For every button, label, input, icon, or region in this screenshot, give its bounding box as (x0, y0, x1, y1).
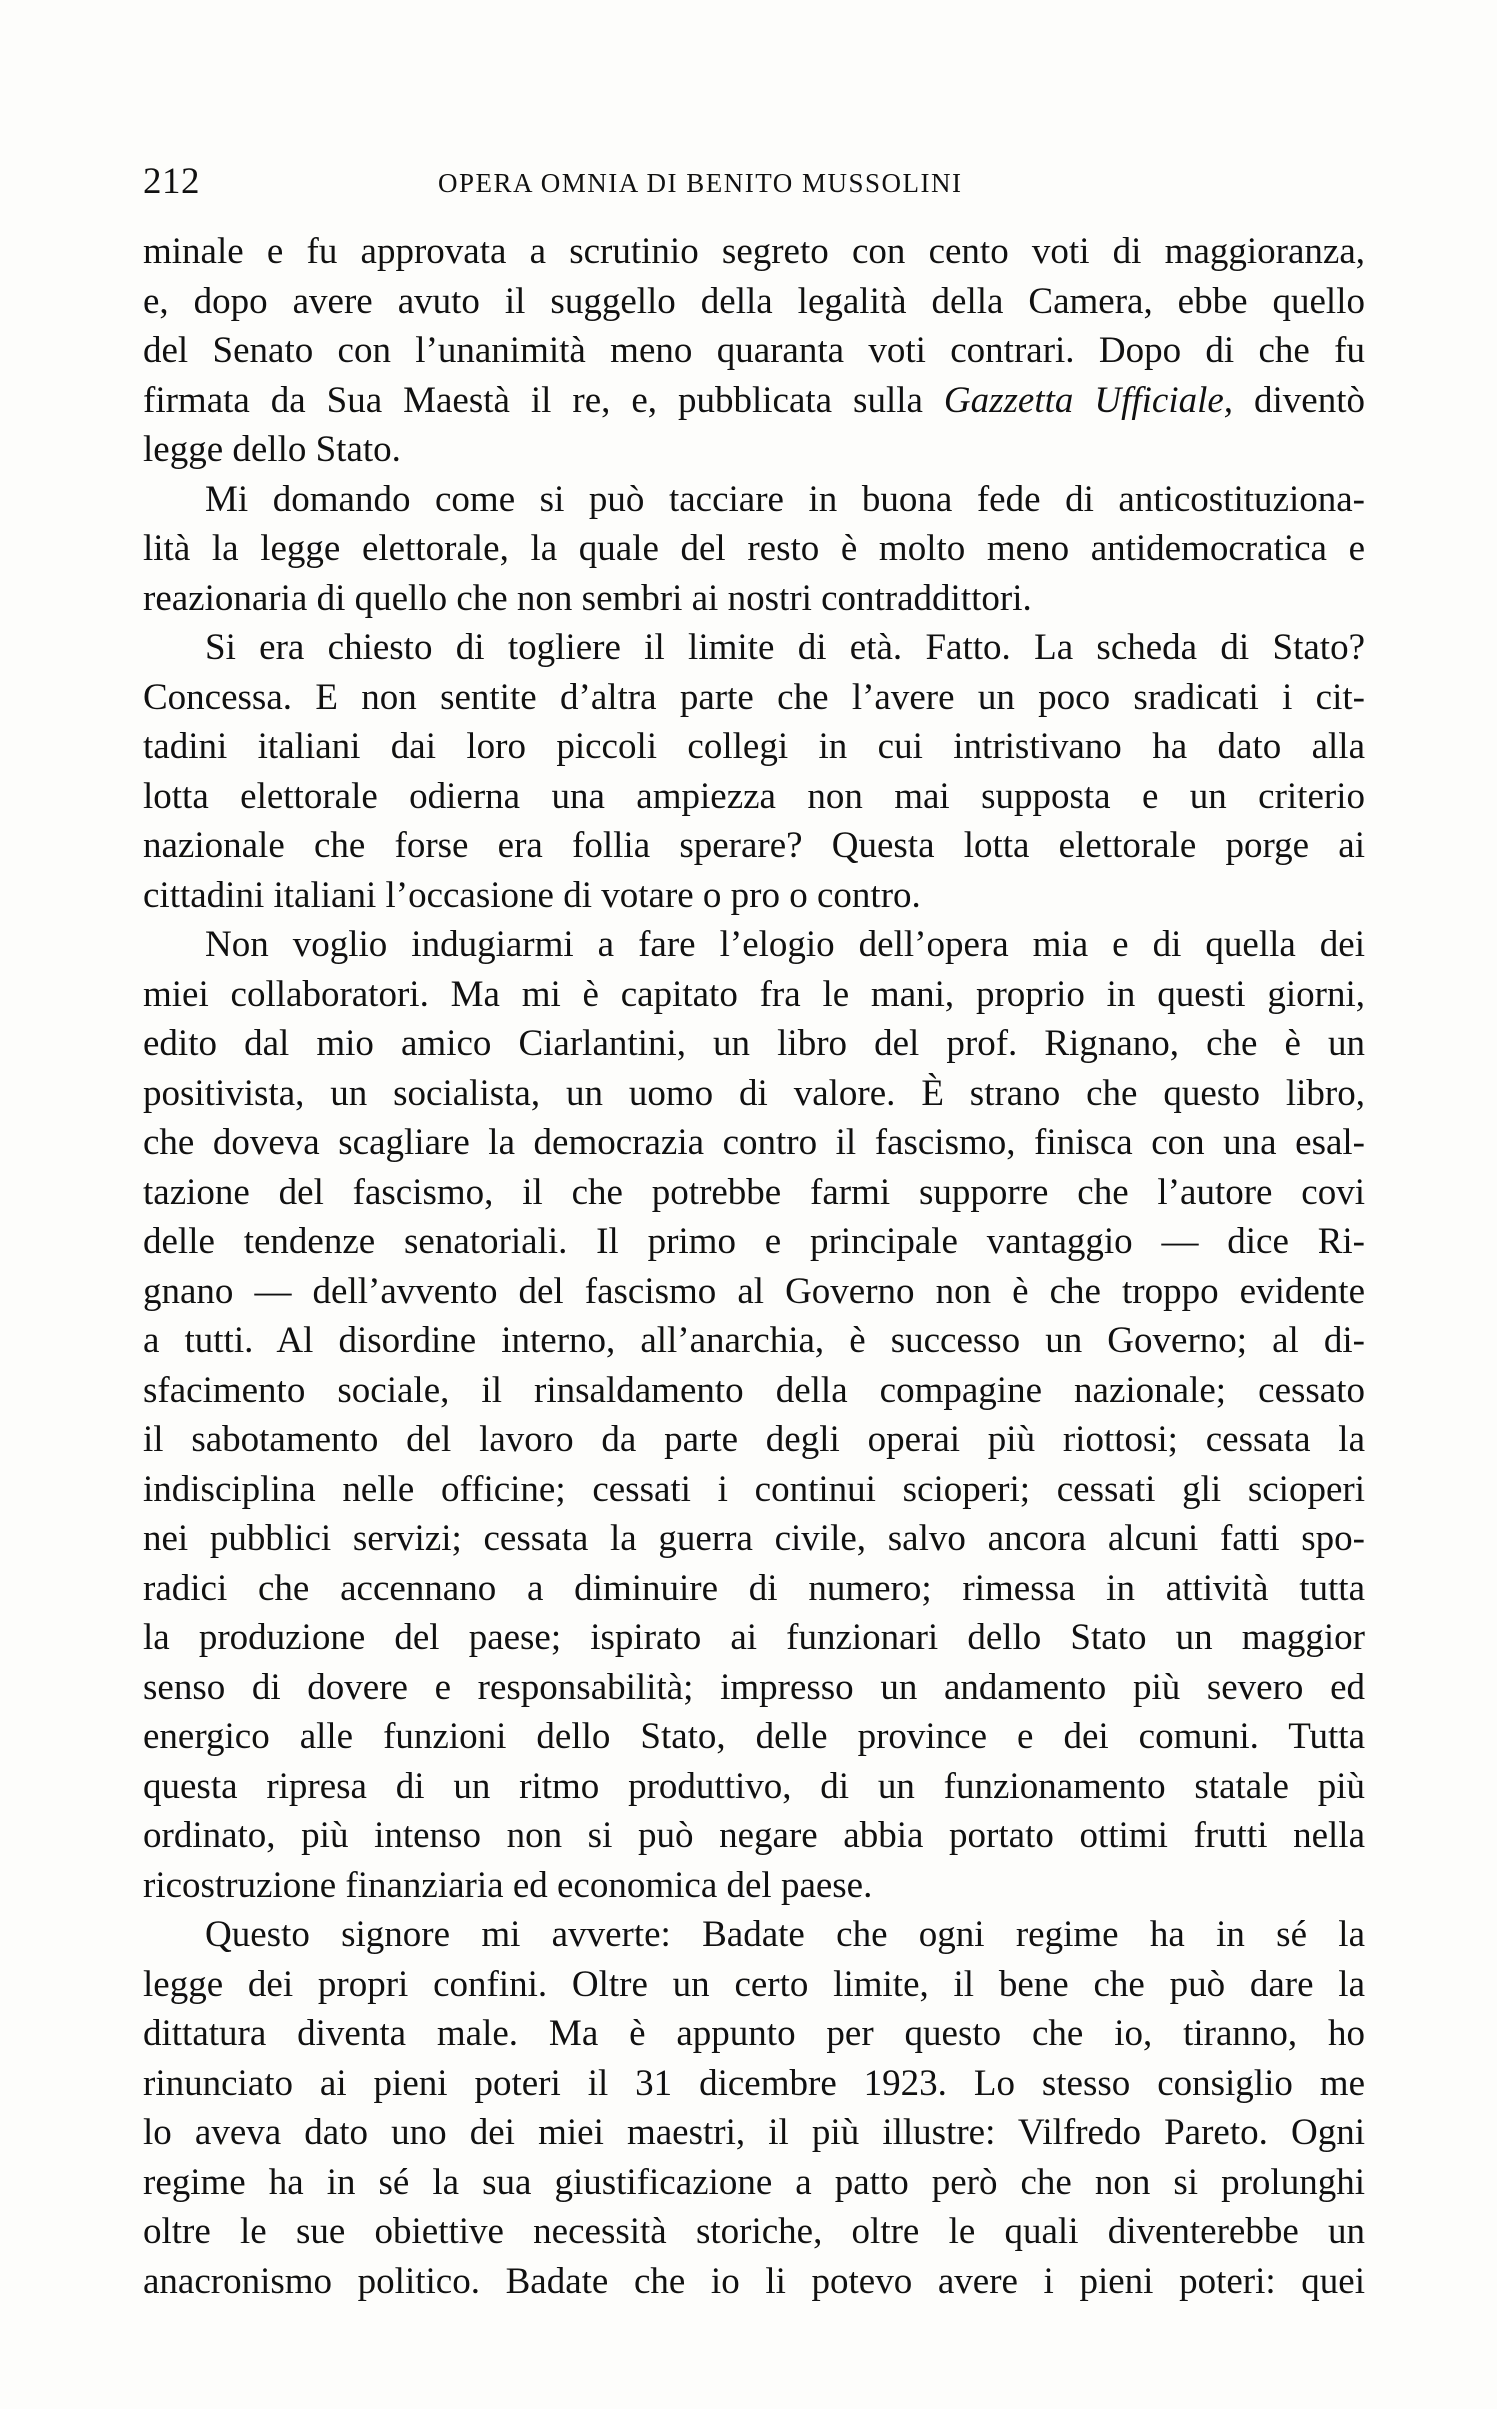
text-line (143, 524, 1365, 574)
page-header (143, 160, 1363, 210)
text-line (143, 2108, 1365, 2158)
text-line (143, 1118, 1365, 1168)
line-text: indisciplina nelle officine; cessati i continui scioperi; cessati gli scioperi (143, 1468, 1365, 1510)
line-text: energico alle funzioni dello Stato, delle province e dei comuni. Tutta (143, 1716, 1365, 1757)
line-text: Questo signore mi avverte: Badate che ogni regime ha in sé la (205, 1914, 1365, 1955)
line-text: ricostruzione finanziaria ed economica del paese. (143, 1864, 873, 1906)
text-line (143, 673, 1365, 723)
text-line (143, 1613, 1365, 1663)
line-text: a tutti. Al disordine interno, all’anarchia, è successo un Governo; al di- (143, 1320, 1365, 1361)
text-line (143, 425, 1365, 475)
line-text: la produzione del paese; ispirato ai funzionari dello Stato un maggior (143, 1617, 1365, 1658)
line-text: lotta elettorale odierna una ampiezza non mai supposta e un criterio (143, 775, 1365, 817)
text-line (143, 772, 1365, 822)
text-line (143, 1960, 1365, 2010)
line-text: il sabotamento del lavoro da parte degli operai più riottosi; cessata la (143, 1419, 1365, 1460)
line-text: legge dello Stato. (143, 429, 401, 470)
line-text: Concessa. E non sentite d’altra parte che l’avere un poco sradicati i cit- (143, 676, 1365, 718)
line-text: minale e fu approvata a scrutinio segreto con cento voti di maggioranza, (143, 231, 1365, 272)
line-text: sfacimento sociale, il rinsaldamento della compagine nazionale; cessato (143, 1369, 1365, 1411)
line-text: edito dal mio amico Ciarlantini, un libro del prof. Rignano, che è un (143, 1023, 1365, 1064)
text-line (143, 1217, 1365, 1267)
body-text (143, 227, 1365, 2306)
line-text: cittadini italiani l’occasione di votare o pro o contro. (143, 874, 921, 916)
text-line (143, 1168, 1365, 1218)
text-line (143, 2009, 1365, 2059)
text-line (143, 871, 1365, 921)
text-line (143, 1712, 1365, 1762)
line-text: positivista, un socialista, un uomo di valore. È strano che questo libro, (143, 1072, 1365, 1114)
text-line (143, 1465, 1365, 1515)
text-line (143, 227, 1365, 277)
text-line (143, 574, 1365, 624)
line-text: questa ripresa di un ritmo produttivo, di un funzionamento statale più (143, 1765, 1365, 1807)
line-text: ordinato, più intenso non si può negare abbia portato ottimi frutti nella (143, 1815, 1365, 1856)
line-text: tazione del fascismo, il che potrebbe farmi supporre che l’autore covi (143, 1171, 1365, 1213)
italic-title: Gazzetta Ufficiale, (943, 379, 1234, 421)
text-line (143, 2257, 1365, 2307)
text-line (143, 1366, 1365, 1416)
text-line (143, 1267, 1365, 1317)
line-text: delle tendenze senatoriali. Il primo e principale vantaggio — dice Ri- (143, 1221, 1365, 1262)
text-line (143, 1514, 1365, 1564)
text-line (143, 722, 1365, 772)
text-line (143, 277, 1365, 327)
line-text: rinunciato ai pieni poteri il 31 dicembre 1923. Lo stesso consiglio me (143, 2062, 1365, 2104)
line-text: dittatura diventa male. Ma è appunto per questo che io, tiranno, ho (143, 2013, 1365, 2054)
line-text: firmata da Sua Maestà il re, e, pubblicata sulla (143, 379, 944, 421)
line-text: regime ha in sé la sua giustificazione a patto però che non si prolunghi (143, 2161, 1365, 2203)
line-text: senso di dovere e responsabilità; impresso un andamento più severo ed (143, 1666, 1365, 1708)
text-line (143, 1861, 1365, 1911)
text-line (143, 1663, 1365, 1713)
line-text: e, dopo avere avuto il suggello della legalità della Camera, ebbe quello (143, 280, 1365, 322)
line-text-after: diventò (1233, 379, 1365, 421)
line-text: miei collaboratori. Ma mi è capitato fra le mani, proprio in questi giorni, (143, 973, 1365, 1015)
text-line (143, 1762, 1365, 1812)
line-text: oltre le sue obiettive necessità storiche, oltre le quali diventerebbe un (143, 2211, 1365, 2252)
text-line (143, 920, 1365, 970)
line-text: nazionale che forse era follia sperare? Questa lotta elettorale porge ai (143, 825, 1365, 866)
line-text: radici che accennano a diminuire di numero; rimessa in attività tutta (143, 1567, 1365, 1609)
page-number: 212 (143, 161, 200, 202)
text-line (143, 1019, 1365, 1069)
text-line (143, 1316, 1365, 1366)
line-text: nei pubblici servizi; cessata la guerra civile, salvo ancora alcuni fatti spo- (143, 1518, 1365, 1559)
text-line (143, 1811, 1365, 1861)
text-line (143, 1069, 1365, 1119)
line-text: lità la legge elettorale, la quale del resto è molto meno antidemocratica e (143, 528, 1365, 569)
text-line (143, 2158, 1365, 2208)
line-text: lo aveva dato uno dei miei maestri, il più illustre: Vilfredo Pareto. Ogni (143, 2112, 1365, 2153)
text-line (143, 1910, 1365, 1960)
line-text: legge dei propri confini. Oltre un certo limite, il bene che può dare la (143, 1963, 1365, 2005)
line-text: del Senato con l’unanimità meno quaranta voti contrari. Dopo di che fu (143, 330, 1365, 371)
text-line (143, 2059, 1365, 2109)
line-text: tadini italiani dai loro piccoli collegi in cui intristivano ha dato alla (143, 726, 1365, 767)
line-text: gnano — dell’avvento del fascismo al Governo non è che troppo evidente (143, 1270, 1365, 1312)
text-line (143, 1564, 1365, 1614)
text-line (143, 623, 1365, 673)
line-text: Non voglio indugiarmi a fare l’elogio dell’opera mia e di quella dei (205, 924, 1365, 965)
text-line (143, 376, 1365, 426)
line-text: che doveva scagliare la democrazia contro il fascismo, finisca con una esal- (143, 1122, 1365, 1163)
text-line (143, 326, 1365, 376)
running-title: OPERA OMNIA DI BENITO MUSSOLINI (438, 168, 963, 198)
text-line (143, 1415, 1365, 1465)
line-text: Mi domando come si può tacciare in buona fede di anticostituziona- (205, 478, 1365, 520)
text-line (143, 2207, 1365, 2257)
text-line (143, 970, 1365, 1020)
line-text: Si era chiesto di togliere il limite di età. Fatto. La scheda di Stato? (205, 627, 1365, 668)
line-text: reazionaria di quello che non sembri ai nostri contraddittori. (143, 577, 1032, 619)
text-line (143, 821, 1365, 871)
line-text: anacronismo politico. Badate che io li potevo avere i pieni poteri: quei (143, 2260, 1365, 2302)
text-line (143, 475, 1365, 525)
